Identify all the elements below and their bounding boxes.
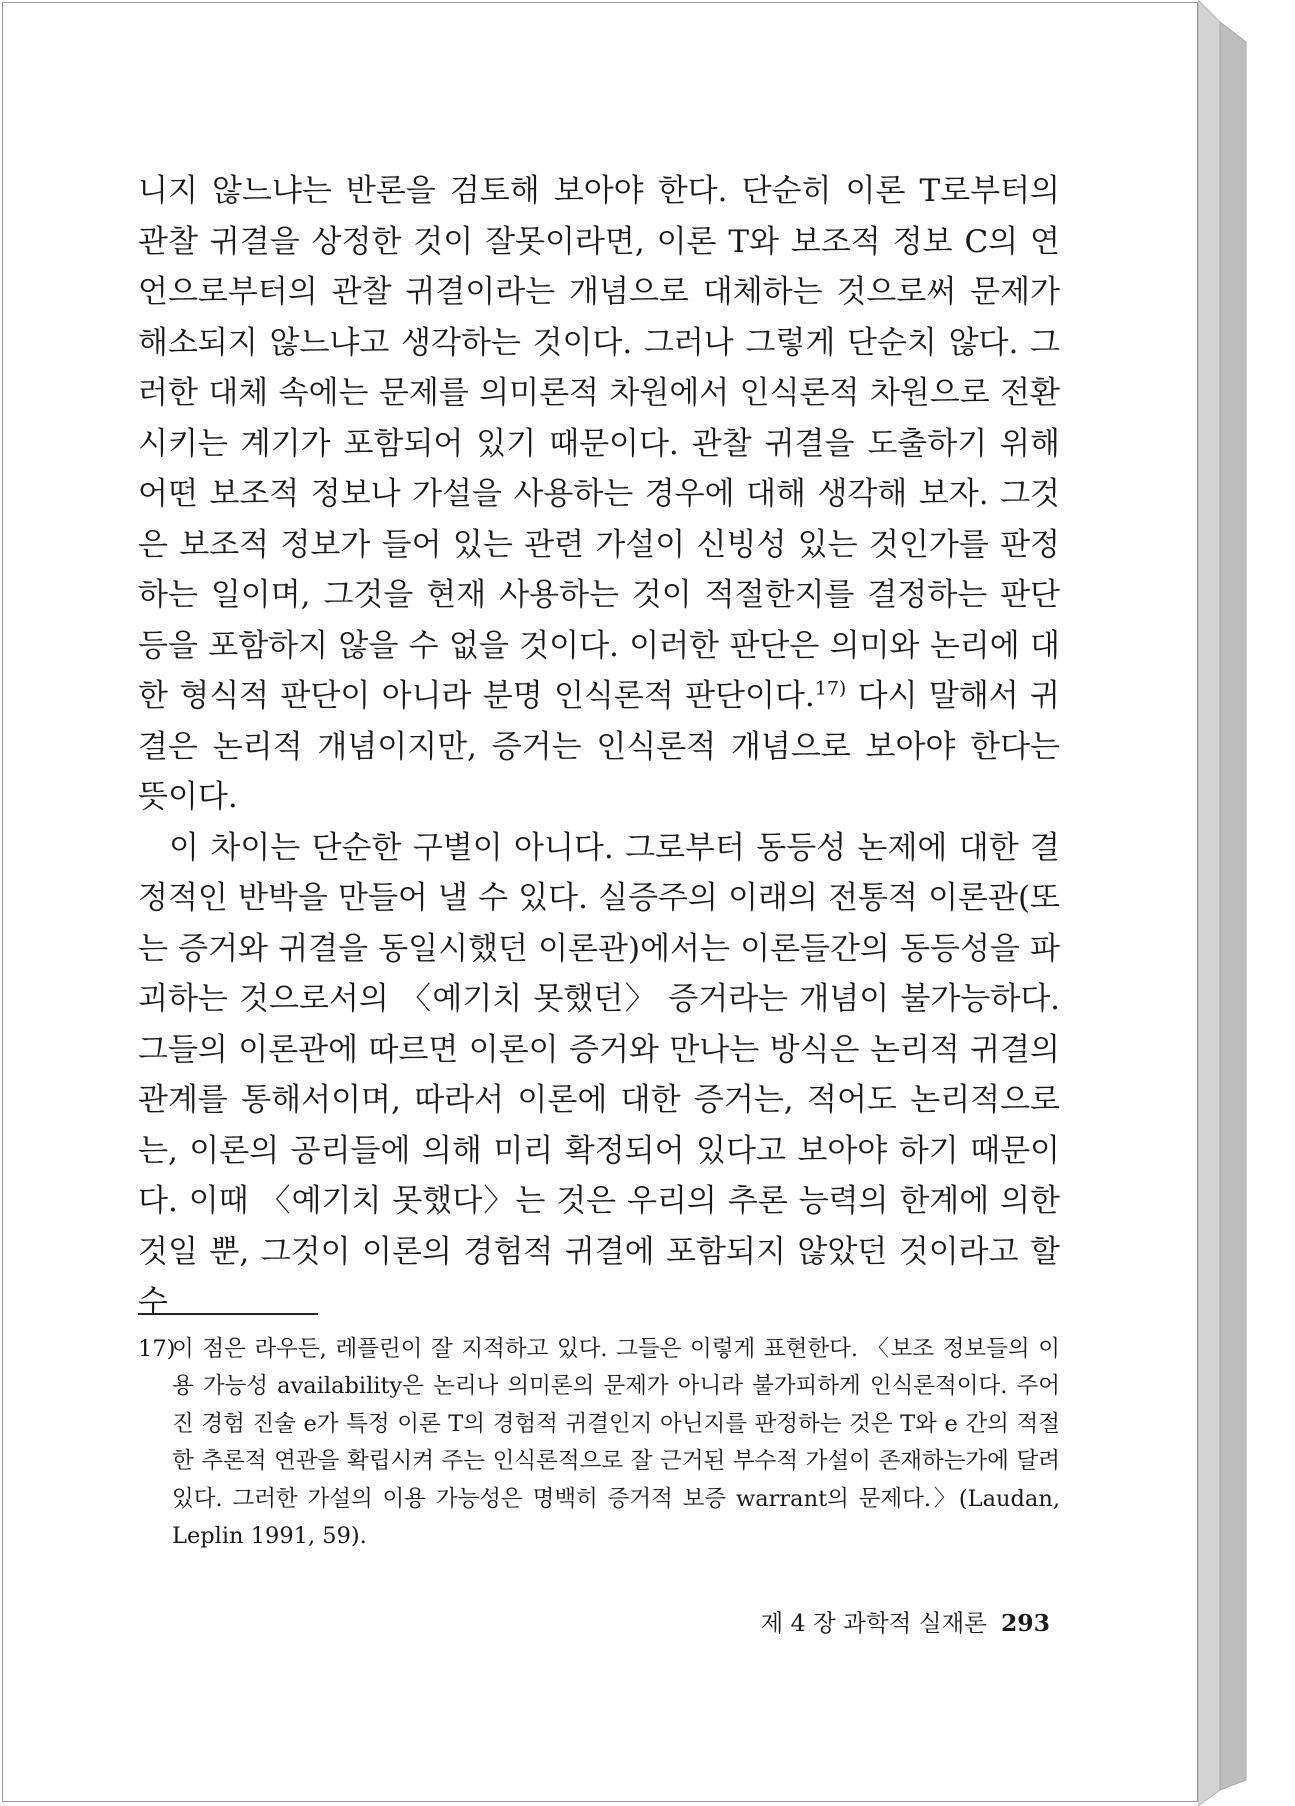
chapter-title: 제 4 장 과학적 실재론 [760,1609,987,1637]
book-edge [1198,0,1258,1806]
paragraph-1-text: 니지 않느냐는 반론을 검토해 보아야 한다. 단순히 이론 T로부터의 관찰 귀결을 상정한 것이 잘못이라면, 이론 T와 보조적 정보 C의 연언으로부터의 관찰 귀결이라는 개념으로 대체하는 것으로써 문제가 해소되지 않느냐고 생각하는 것이다. 그러나 그렇게 단순치 않다. 그러한 대체 속에는 문제를 의미론적 차원에서 인식론적 차원으로 전환시키는 계기가 포함되어 있기 때문이다. 관찰 귀결을 도출하기 위해 어떤 보조적 정보나 가설을 사용하는 경우에 대해 생각해 보자. 그것은 보조적 정보가 들어 있는 관련 가설이 신빙성 있는 것인가를 판정하는 일이며, 그것을 현재 사용하는 것이 적절한지를 결정하는 판단 등을 포함하지 않을 수 없을 것이다. 이러한 판단은 의미와 논리에 대한 형식적 판단이 아니라 분명 인식론적 판단이다. [138,173,1060,714]
paragraph-1 [138,166,1060,823]
page-number: 293 [1000,1609,1050,1637]
footnote-text: 이 점은 라우든, 레플린이 잘 지적하고 있다. 그들은 이렇게 표현한다. 〈보조 정보들의 이용 가능성 availability은 논리나 의미론의 문제가 아니라 불가피하게 인식론적이다. 주어진 경험 진술 e가 특정 이론 T의 경험적 귀결인지 아닌지를 판정하는 것은 T와 e 간의 적절한 추론적 연관을 확립시켜 주는 인식론적으로 잘 근거된 부수적 가설이 존재하는가에 달려 있다. 그러한 가설의 이용 가능성은 명백히 증거적 보증 warrant의 문제다.〉(Laudan, Leplin 1991, 59). [172,1336,1060,1550]
main-text [138,166,1060,1328]
footnote-reference[interactable]: 17) [814,677,847,700]
paragraph-2: 이 차이는 단순한 구별이 아니다. 그로부터 동등성 논제에 대한 결정적인 반박을 만들어 낼 수 있다. 실증주의 이래의 전통적 이론관(또는 증거와 귀결을 동일시했던 이론관)에서는 이론들간의 동등성을 파괴하는 것으로서의 〈예기치 못했던〉 증거라는 개념이 불가능하다. 그들의 이론관에 따르면 이론이 증거와 만나는 방식은 논리적 귀결의 관계를 통해서이며, 따라서 이론에 대한 증거는, 적어도 논리적으로는, 이론의 공리들에 의해 미리 확정되어 있다고 보아야 하기 때문이다. 이때 〈예기치 못했다〉는 것은 우리의 추론 능력의 한계에 의한 것일 뿐, 그것이 이론의 경험적 귀결에 포함되지 않았던 것이라고 할 수 [138,829,1060,1320]
footnotes [138,1331,1060,1555]
running-footer [138,1604,1050,1638]
footnote-divider [138,1313,318,1315]
footnote-17 [138,1331,1060,1555]
footnote-number: 17) [138,1336,176,1362]
paragraph-1-tail: 다시 말해서 귀결은 논리적 개념이지만, 증거는 인식론적 개념으로 보아야 한다는 뜻이다. [138,678,1060,815]
